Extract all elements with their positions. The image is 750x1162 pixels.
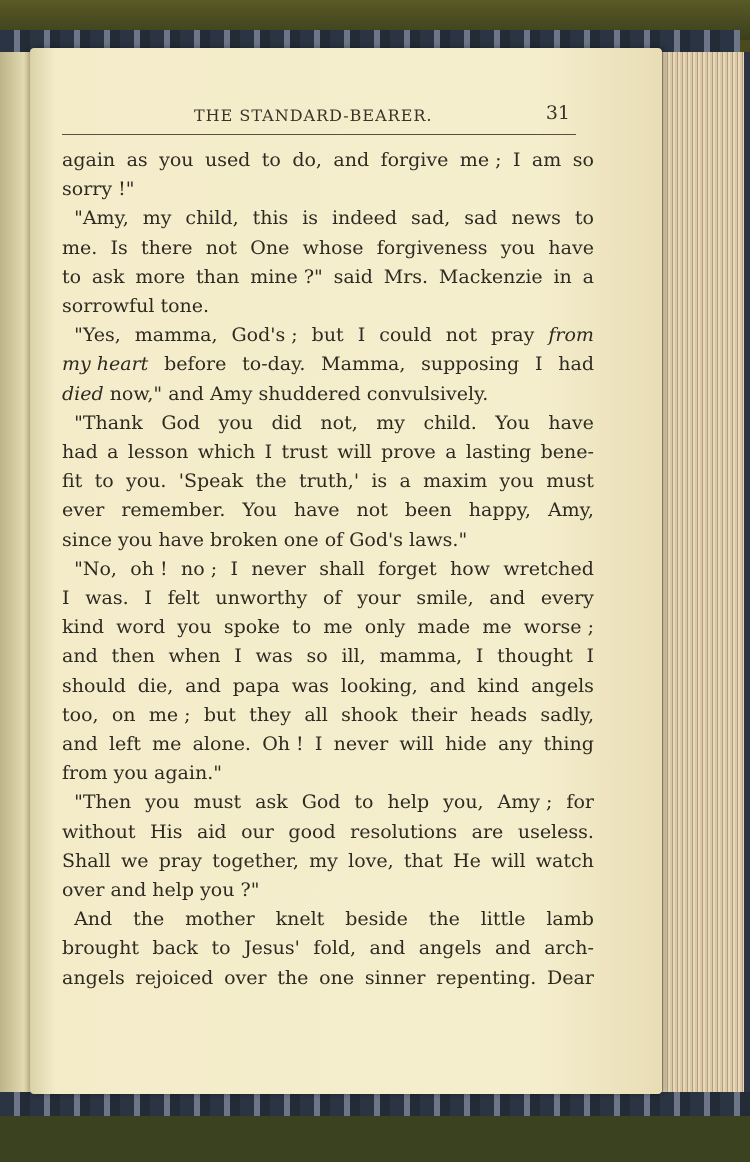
- word: my heart: [62, 353, 149, 376]
- word: without: [62, 820, 136, 843]
- word: brought: [62, 937, 139, 960]
- word: ever: [62, 499, 105, 522]
- word: for: [566, 791, 594, 814]
- word: me: [482, 616, 512, 639]
- word: again: [62, 149, 116, 171]
- word: word: [116, 616, 166, 639]
- word: smile,: [416, 587, 474, 610]
- text-line: [62, 672, 594, 701]
- text-line: [62, 934, 594, 963]
- word: oh !: [130, 557, 168, 580]
- word: is: [302, 207, 319, 230]
- word: love,: [348, 849, 394, 872]
- word: and: [369, 937, 406, 960]
- word: the: [133, 908, 165, 931]
- word: God: [161, 411, 201, 434]
- word: prove: [381, 441, 436, 464]
- word: your: [357, 587, 401, 610]
- word: Amy,: [547, 499, 594, 522]
- word: to: [292, 616, 312, 639]
- word: "No,: [62, 557, 117, 580]
- word: a: [399, 470, 411, 493]
- text-line: [62, 613, 594, 642]
- word: left: [108, 733, 141, 756]
- word: mine ?": [250, 265, 323, 288]
- word: the: [428, 908, 460, 931]
- word: to: [261, 149, 281, 171]
- word: me: [152, 733, 182, 756]
- word: bene-: [540, 441, 594, 464]
- word: God: [301, 791, 341, 814]
- word: kind: [62, 616, 104, 639]
- word: so: [306, 645, 328, 668]
- word: fold,: [313, 937, 357, 960]
- word: will: [491, 849, 526, 872]
- word: me: [323, 616, 353, 639]
- word: You: [495, 411, 530, 434]
- word: must: [546, 470, 594, 493]
- word: kind: [477, 674, 520, 697]
- word: You: [242, 499, 277, 522]
- word: of: [322, 587, 342, 610]
- word: ask: [255, 791, 288, 814]
- word: I: [475, 645, 484, 668]
- text-line: [62, 759, 594, 788]
- word: my: [309, 849, 338, 872]
- word: resolutions: [350, 820, 458, 843]
- word: and: [185, 674, 221, 697]
- word: had: [62, 441, 98, 464]
- word: was: [255, 645, 293, 668]
- text-line: [62, 788, 594, 817]
- word: you: [159, 149, 194, 171]
- word: are: [471, 820, 504, 843]
- word: from: [548, 324, 594, 347]
- word: a: [107, 441, 119, 464]
- text-line: [62, 701, 594, 730]
- word: when: [168, 645, 221, 668]
- word: thing: [543, 733, 594, 756]
- word: "Amy,: [62, 207, 129, 230]
- word: you: [499, 470, 534, 493]
- word: a: [445, 441, 457, 464]
- word: lasting: [465, 441, 532, 464]
- word: forgive: [380, 149, 449, 171]
- word: and: [489, 587, 526, 610]
- word: pray: [491, 324, 535, 347]
- word: on: [111, 703, 136, 726]
- word: papa: [232, 674, 280, 697]
- text-line: [62, 642, 594, 671]
- word: heads: [470, 703, 528, 726]
- word: truth,': [298, 470, 360, 493]
- word: will: [337, 441, 372, 464]
- background-bottom: [0, 1116, 750, 1162]
- word: Dear: [547, 966, 594, 989]
- text-line: [62, 175, 594, 204]
- word: I: [62, 587, 70, 610]
- word: back: [152, 937, 199, 960]
- word: so: [572, 149, 594, 171]
- text-line: [62, 321, 594, 350]
- text-line: [62, 847, 594, 876]
- word: and: [333, 149, 370, 171]
- word: must: [193, 791, 242, 814]
- text-line: [62, 292, 594, 321]
- word: Oh !: [262, 733, 304, 756]
- word: more: [135, 265, 186, 288]
- word: unworthy: [215, 587, 308, 610]
- word: sorrowful tone.: [62, 295, 210, 318]
- book-spine-bottom: [0, 1092, 750, 1118]
- word: sad: [464, 207, 498, 230]
- text-line: [62, 818, 594, 847]
- text-line: [62, 876, 594, 905]
- word: Jesus': [244, 937, 300, 960]
- word: a: [582, 265, 594, 288]
- word: have: [548, 411, 594, 434]
- word: Shall: [62, 849, 111, 872]
- word: angels: [531, 674, 594, 697]
- word: to-day.: [242, 353, 306, 376]
- text-line: [62, 467, 594, 496]
- word: you: [145, 791, 180, 814]
- word: me ;: [459, 149, 502, 171]
- word: have: [548, 236, 594, 259]
- word: how: [450, 557, 491, 580]
- word: aid: [197, 820, 227, 843]
- word: every: [540, 587, 594, 610]
- word: sinner: [364, 966, 426, 989]
- word: shall: [319, 557, 365, 580]
- text-line: [62, 964, 594, 993]
- word: our: [241, 820, 274, 843]
- word: whose: [302, 236, 364, 259]
- word: the: [255, 470, 287, 493]
- word: felt: [167, 587, 200, 610]
- word: forgiveness: [376, 236, 488, 259]
- word: me.: [62, 236, 98, 259]
- word: their: [410, 703, 458, 726]
- word: I: [534, 353, 543, 376]
- word: repenting.: [436, 966, 537, 989]
- left-page-edge: [0, 52, 34, 1094]
- word: do,: [292, 149, 322, 171]
- text-line: [62, 905, 594, 934]
- word: spoke: [223, 616, 280, 639]
- word: happy,: [468, 499, 531, 522]
- word: is: [371, 470, 388, 493]
- word: One: [250, 236, 290, 259]
- word: died now," and Amy shuddered convulsively.: [62, 382, 489, 405]
- word: sad,: [411, 207, 451, 230]
- word: knelt: [275, 908, 325, 931]
- word: mother: [185, 908, 255, 931]
- word: remember.: [121, 499, 226, 522]
- word: And: [62, 908, 113, 931]
- word: too,: [62, 703, 99, 726]
- word: over: [224, 966, 267, 989]
- page-header: [60, 100, 580, 130]
- word: His: [150, 820, 183, 843]
- word: been: [404, 499, 452, 522]
- text-line: [62, 234, 594, 263]
- word: we: [120, 849, 149, 872]
- word: you.: [125, 470, 167, 493]
- word: maxim: [423, 470, 488, 493]
- word: had: [558, 353, 594, 376]
- word: to: [211, 937, 231, 960]
- word: alone.: [192, 733, 251, 756]
- word: my: [142, 207, 172, 230]
- word: I: [144, 587, 152, 610]
- word: this: [252, 207, 289, 230]
- word: over and help you ?": [62, 879, 260, 902]
- word: they: [249, 703, 292, 726]
- word: ill,: [341, 645, 366, 668]
- word: Amy ;: [497, 791, 553, 814]
- word: should: [62, 674, 126, 697]
- word: 'Speak: [178, 470, 244, 493]
- word: but: [311, 324, 344, 347]
- word: mamma,: [134, 324, 218, 347]
- word: lamb: [546, 908, 594, 931]
- word: I: [234, 645, 242, 668]
- word: any: [498, 733, 533, 756]
- word: trust: [281, 441, 328, 464]
- word: thought: [497, 645, 573, 668]
- word: one: [319, 966, 355, 989]
- word: I: [512, 149, 521, 171]
- word: useless.: [517, 820, 594, 843]
- word: and: [62, 645, 98, 668]
- word: was.: [85, 587, 129, 610]
- text-line: [62, 730, 594, 759]
- word: to: [354, 791, 374, 814]
- word: to: [574, 207, 594, 230]
- word: my: [376, 411, 406, 434]
- word: shook: [341, 703, 398, 726]
- word: will: [399, 733, 434, 756]
- word: since you have broken one of God's laws.": [62, 528, 468, 551]
- word: angels: [62, 966, 125, 989]
- word: not: [356, 499, 388, 522]
- word: all: [304, 703, 328, 726]
- word: Mackenzie: [438, 265, 543, 288]
- word: not,: [320, 411, 358, 434]
- word: news: [511, 207, 561, 230]
- word: which: [197, 441, 256, 464]
- word: sadly,: [540, 703, 594, 726]
- word: indeed: [331, 207, 398, 230]
- word: God's ;: [231, 324, 298, 347]
- text-line: [62, 496, 594, 525]
- word: and: [495, 937, 531, 960]
- word: good: [288, 820, 336, 843]
- word: you,: [443, 791, 484, 814]
- word: in: [553, 265, 572, 288]
- text-line: [62, 584, 594, 613]
- word: pray: [158, 849, 203, 872]
- text-line: [62, 146, 594, 175]
- word: I: [230, 557, 238, 580]
- word: sorry !": [62, 178, 135, 201]
- word: did: [271, 411, 302, 434]
- word: looking,: [340, 674, 418, 697]
- word: "Thank: [62, 411, 143, 434]
- word: together,: [212, 849, 299, 872]
- word: never: [333, 733, 389, 756]
- word: made: [417, 616, 471, 639]
- body-text: [62, 146, 594, 993]
- word: I: [314, 733, 323, 756]
- word: never: [251, 557, 306, 580]
- word: than: [195, 265, 240, 288]
- word: He: [453, 849, 481, 872]
- word: Mrs.: [383, 265, 429, 288]
- word: mamma,: [379, 645, 463, 668]
- word: not: [445, 324, 478, 347]
- word: only: [364, 616, 406, 639]
- word: lesson: [127, 441, 189, 464]
- word: was: [291, 674, 329, 697]
- word: could: [379, 324, 432, 347]
- word: and: [429, 674, 466, 697]
- text-line: [62, 555, 594, 584]
- word: you: [177, 616, 212, 639]
- word: child.: [423, 411, 477, 434]
- word: beside: [345, 908, 408, 931]
- word: then: [111, 645, 155, 668]
- text-line: [62, 526, 594, 555]
- word: supposing: [421, 353, 520, 376]
- word: I: [357, 324, 366, 347]
- word: Is: [110, 236, 128, 259]
- text-line: [62, 263, 594, 292]
- word: little: [480, 908, 526, 931]
- word: before: [164, 353, 227, 376]
- word: ask: [91, 265, 125, 288]
- word: I: [586, 645, 594, 668]
- word: watch: [535, 849, 594, 872]
- word: there: [141, 236, 193, 259]
- word: to: [94, 470, 114, 493]
- word: forget: [378, 557, 437, 580]
- word: angels: [418, 937, 482, 960]
- running-title: THE STANDARD-BEARER.: [194, 106, 433, 125]
- word: to: [62, 265, 82, 288]
- word: Mamma,: [321, 353, 406, 376]
- word: am: [531, 149, 562, 171]
- word: I: [264, 441, 273, 464]
- word: but: [203, 703, 236, 726]
- word: fit: [62, 470, 83, 493]
- word: child,: [185, 207, 239, 230]
- text-line: [62, 438, 594, 467]
- word: as: [126, 149, 148, 171]
- word: used: [204, 149, 251, 171]
- word: me ;: [148, 703, 191, 726]
- word: worse ;: [523, 616, 594, 639]
- page-number: 31: [545, 102, 570, 124]
- word: not: [205, 236, 238, 259]
- word: and: [62, 733, 98, 756]
- text-line: [62, 409, 594, 438]
- word: "Then: [62, 791, 132, 814]
- text-line: [62, 380, 594, 409]
- word: rejoiced: [135, 966, 214, 989]
- text-line: [62, 350, 594, 379]
- word: the: [277, 966, 309, 989]
- word: hide: [445, 733, 487, 756]
- text-line: [62, 204, 594, 233]
- word: no ;: [181, 557, 218, 580]
- word: wretched: [503, 557, 594, 580]
- word: said: [333, 265, 373, 288]
- word: you: [218, 411, 254, 434]
- word: you: [500, 236, 536, 259]
- word: that: [403, 849, 443, 872]
- word: arch-: [544, 937, 594, 960]
- header-rule: [62, 134, 576, 135]
- word: have: [293, 499, 340, 522]
- word: "Yes,: [62, 324, 121, 347]
- word: from you again.": [62, 762, 222, 785]
- word: die,: [137, 674, 174, 697]
- word: help: [387, 791, 430, 814]
